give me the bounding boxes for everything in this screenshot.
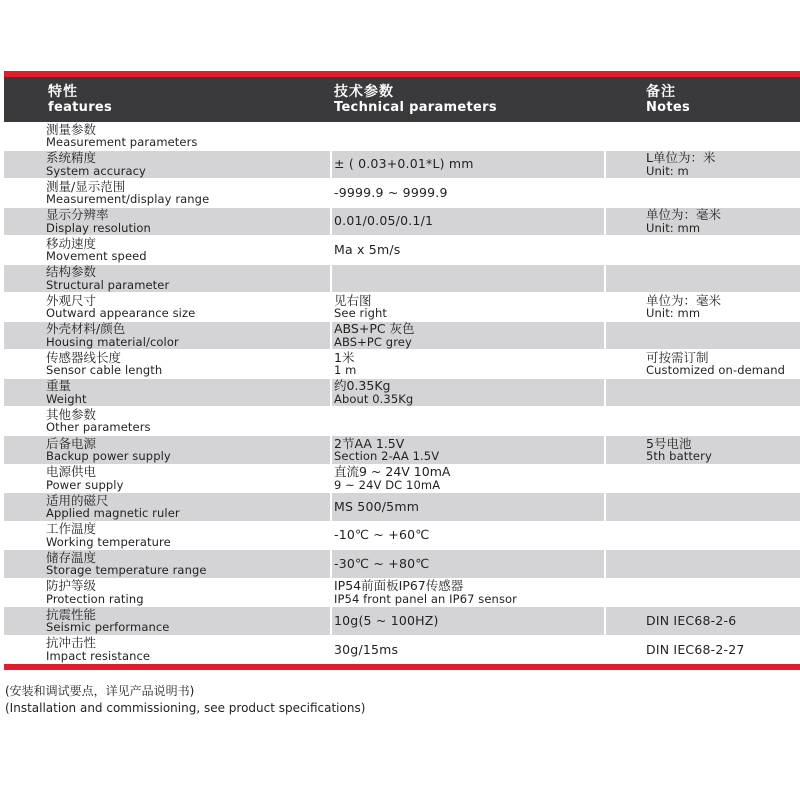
feature-label-zh: 传感器线长度 (46, 349, 122, 365)
parameter-value-zh: 约0.35Kg (334, 378, 391, 394)
feature-label-en: Other parameters (46, 420, 151, 435)
feature-label-zh: 测量/显示范围 (46, 178, 126, 194)
parameter-cell (334, 151, 474, 179)
parameter-cell (334, 208, 433, 236)
feature-label-en: Measurement parameters (46, 135, 198, 149)
bottom-accent-bar (4, 664, 800, 670)
footer-note (5, 683, 365, 717)
parameter-value-en: See right (334, 306, 388, 321)
note-cell (646, 436, 712, 464)
note-zh: 单位为：毫米 (646, 207, 722, 223)
table-row (4, 579, 800, 608)
feature-label-zh: 移动速度 (46, 235, 97, 251)
feature-label-zh: 系统精度 (46, 150, 97, 166)
feature-cell (46, 179, 209, 207)
parameter-cell (334, 550, 430, 578)
feature-cell (46, 407, 151, 435)
feature-label-zh: 适用的磁尺 (46, 492, 109, 508)
parameter-cell (334, 607, 439, 635)
feature-cell (46, 379, 87, 407)
feature-label-en: Weight (46, 391, 87, 406)
parameter-cell (334, 179, 448, 207)
row-cell-background (332, 265, 604, 293)
row-cell-background (606, 236, 800, 264)
parameter-value-en: About 0.35Kg (334, 391, 414, 406)
parameter-value-zh: 2节AA 1.5V (334, 435, 405, 451)
feature-cell (46, 265, 169, 293)
feature-cell (46, 493, 180, 521)
table-row (4, 236, 800, 265)
feature-cell (46, 579, 144, 607)
feature-label-zh: 测量参数 (46, 121, 97, 137)
table-row (4, 550, 800, 579)
parameter-value-en: ABS+PC grey (334, 334, 412, 349)
table-row (4, 179, 800, 208)
parameter-value: -30℃ ~ +80℃ (334, 555, 430, 571)
note-en: Customized on-demand (646, 363, 786, 378)
table-row (4, 350, 800, 379)
note-cell (646, 208, 721, 236)
parameter-cell (334, 522, 430, 550)
parameter-value: 10g(5 ~ 100HZ) (334, 613, 439, 629)
table-row (4, 208, 800, 237)
feature-label-en: Seismic performance (46, 620, 170, 635)
feature-label-zh: 抗震性能 (46, 606, 97, 622)
table-row (4, 265, 800, 294)
feature-cell (46, 607, 170, 635)
parameter-value-zh: 见右图 (334, 292, 372, 308)
table-row (4, 379, 800, 408)
table-row (4, 607, 800, 636)
row-cell-background (606, 322, 800, 350)
table-row (4, 407, 800, 436)
row-cell-background (606, 379, 800, 407)
row-cell-background (606, 493, 800, 521)
note-cell (646, 151, 715, 179)
parameter-value: -10℃ ~ +60℃ (334, 527, 430, 543)
table-row (4, 465, 800, 494)
feature-label-en: Measurement/display range (46, 192, 210, 207)
feature-cell (46, 151, 146, 179)
feature-label-en: Sensor cable length (46, 363, 163, 378)
table-row (4, 122, 800, 151)
parameter-cell (334, 493, 419, 521)
note-en: Unit: mm (646, 220, 701, 235)
parameter-value-zh: 直流9 ~ 24V 10mA (334, 464, 451, 480)
table-row (4, 522, 800, 551)
feature-label-zh: 工作温度 (46, 521, 97, 537)
spec-table (4, 122, 800, 664)
feature-label-en: Outward appearance size (46, 306, 196, 321)
parameter-value-zh: ABS+PC 灰色 (334, 321, 415, 337)
note-zh: 可按需订制 (646, 349, 709, 365)
feature-label-zh: 抗冲击性 (46, 635, 97, 651)
parameter-value: 30g/15ms (334, 641, 399, 657)
parameter-cell (334, 636, 398, 664)
feature-cell (46, 350, 162, 378)
feature-label-en: Storage temperature range (46, 563, 207, 578)
table-header (4, 77, 800, 122)
footer-note-zh: (安装和调试要点，详见产品说明书) (5, 684, 195, 698)
row-cell-background (332, 350, 604, 378)
table-row (4, 293, 800, 322)
feature-label-en: Display resolution (46, 220, 151, 235)
feature-label-en: Backup power supply (46, 449, 171, 464)
parameter-cell (334, 350, 356, 378)
parameter-value-en: IP54 front panel an IP67 sensor (334, 591, 518, 606)
feature-label-en: Applied magnetic ruler (46, 506, 180, 521)
note-zh: 单位为：毫米 (646, 292, 722, 308)
parameter-value: MS 500/5mm (334, 498, 420, 514)
table-row (4, 493, 800, 522)
feature-label-en: Power supply (46, 477, 124, 492)
table-row (4, 322, 800, 351)
feature-label-zh: 其他参数 (46, 406, 97, 422)
parameter-cell (334, 465, 450, 493)
parameter-value: 0.01/0.05/0.1/1 (334, 213, 434, 229)
feature-cell (46, 465, 124, 493)
note-value: DIN IEC68-2-6 (646, 613, 737, 629)
feature-cell (46, 293, 195, 321)
feature-cell (46, 236, 147, 264)
row-cell-background (332, 122, 604, 150)
feature-label-en: Structural parameter (46, 277, 170, 292)
feature-cell (46, 122, 198, 150)
parameter-value-zh: 1米 (334, 349, 355, 365)
feature-cell (46, 208, 151, 236)
header-notes: 备注 Notes (646, 84, 691, 115)
parameter-value-zh: IP54前面板IP67传感器 (334, 578, 464, 594)
feature-label-en: Impact resistance (46, 648, 151, 663)
note-zh: 5号电池 (646, 435, 692, 451)
feature-label-en: Protection rating (46, 591, 144, 606)
feature-label-zh: 外壳材料/颜色 (46, 321, 126, 337)
footer-note-en: (Installation and commissioning, see product specifications) (5, 701, 366, 715)
parameter-cell (334, 579, 517, 607)
note-en: Unit: mm (646, 306, 701, 321)
note-value: DIN IEC68-2-27 (646, 641, 745, 657)
feature-label-en: Movement speed (46, 249, 147, 264)
note-cell (646, 293, 721, 321)
parameter-value: Ma x 5m/s (334, 241, 401, 257)
row-cell-background (606, 407, 800, 435)
row-cell-background (606, 122, 800, 150)
row-cell-background (606, 522, 800, 550)
feature-label-zh: 后备电源 (46, 435, 97, 451)
feature-label-zh: 防护等级 (46, 578, 97, 594)
parameter-cell (334, 322, 415, 350)
feature-cell (46, 522, 171, 550)
parameter-value: -9999.9 ~ 9999.9 (334, 184, 448, 200)
feature-cell (46, 322, 179, 350)
row-cell-background (606, 550, 800, 578)
parameter-cell (334, 436, 439, 464)
feature-cell (46, 636, 150, 664)
row-cell-background (606, 265, 800, 293)
feature-label-en: Housing material/color (46, 334, 179, 349)
parameter-cell (334, 379, 413, 407)
feature-label-zh: 重量 (46, 378, 72, 394)
note-cell (646, 350, 785, 378)
feature-label-en: System accuracy (46, 163, 146, 178)
feature-label-zh: 结构参数 (46, 264, 97, 280)
parameter-cell (334, 236, 400, 264)
feature-label-zh: 储存温度 (46, 549, 97, 565)
row-cell-background (606, 465, 800, 493)
feature-label-en: Working temperature (46, 534, 171, 549)
feature-label-zh: 电源供电 (46, 464, 97, 480)
header-features: 特性 features (48, 84, 113, 115)
header-technical-parameters: 技术参数 Technical parameters (334, 84, 497, 115)
row-cell-background (606, 179, 800, 207)
feature-label-zh: 显示分辨率 (46, 207, 109, 223)
table-row (4, 436, 800, 465)
row-cell-background (606, 579, 800, 607)
note-en: 5th battery (646, 449, 712, 464)
table-row (4, 151, 800, 180)
feature-label-zh: 外观尺寸 (46, 292, 97, 308)
note-en: Unit: m (646, 163, 689, 178)
row-cell-background (332, 407, 604, 435)
note-cell (646, 636, 745, 664)
parameter-value-en: Section 2-AA 1.5V (334, 449, 440, 464)
parameter-cell (334, 293, 387, 321)
feature-cell (46, 550, 207, 578)
feature-cell (46, 436, 171, 464)
parameter-value-en: 9 ~ 24V DC 10mA (334, 477, 441, 492)
note-zh: L单位为：米 (646, 150, 716, 166)
note-cell (646, 607, 736, 635)
parameter-value-en: 1 m (334, 363, 357, 378)
parameter-value: ± ( 0.03+0.01*L) mm (334, 156, 474, 172)
table-row (4, 636, 800, 665)
